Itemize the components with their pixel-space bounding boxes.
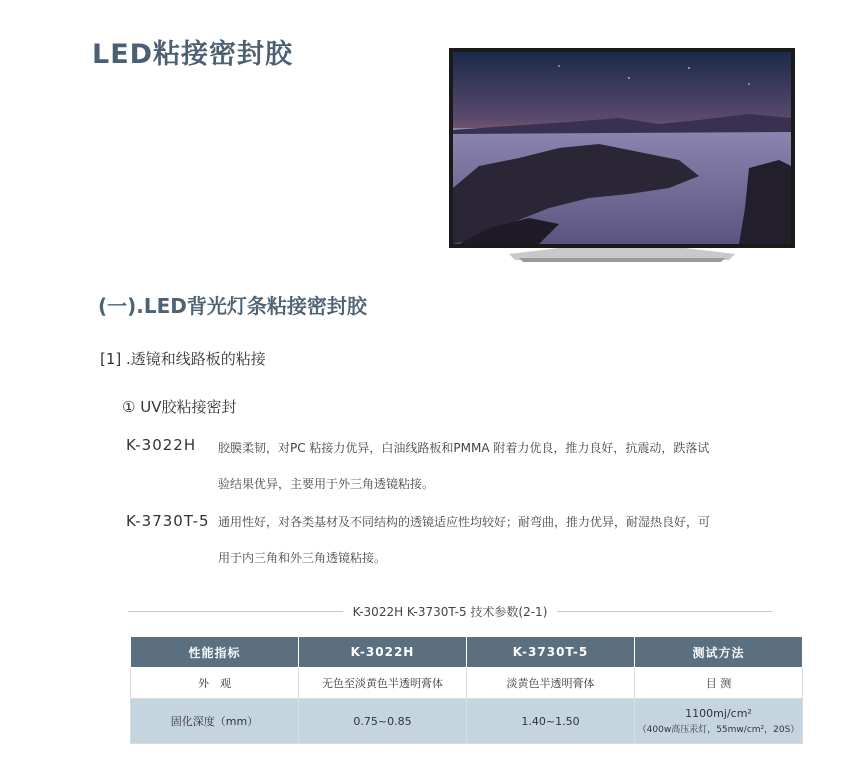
description-line: 通用性好，对各类基材及不同结构的透镜适应性均较好；耐弯曲，推力优异，耐湿热良好，可 xyxy=(218,515,711,529)
table-header: 测试方法 xyxy=(635,637,803,668)
table-cell: 目 测 xyxy=(635,668,803,699)
table-cell: 无色至淡黄色半透明膏体 xyxy=(299,668,467,699)
table-row xyxy=(131,699,803,744)
table-caption-row xyxy=(128,602,772,620)
table-cell: 外 观 xyxy=(131,668,299,699)
table-header: K-3730T-5 xyxy=(467,637,635,668)
table-cell: 1.40~1.50 xyxy=(467,699,635,744)
page-title: LED粘接密封胶 xyxy=(92,39,294,70)
table-row xyxy=(131,668,803,699)
table-cell xyxy=(635,699,803,744)
table-header-row xyxy=(131,637,803,668)
table-caption: K-3022H K-3730T-5 技术参数(2-1) xyxy=(352,604,548,619)
parameter-table xyxy=(130,636,803,744)
tv-display-image xyxy=(449,48,795,268)
test-method-note: （400w高压汞灯，55mw/cm²，20S） xyxy=(637,725,800,735)
subsubsection-heading: ① UV胶粘接密封 xyxy=(122,398,237,416)
table-header: 性能指标 xyxy=(131,637,299,668)
description-line: 用于内三角和外三角透镜粘接。 xyxy=(218,551,387,565)
table-header: K-3022H xyxy=(299,637,467,668)
product-code: K-3730T-5 xyxy=(126,512,210,530)
product-description xyxy=(218,504,778,576)
description-line: 胶膜柔韧，对PC 粘接力优异，白油线路板和PMMA 附着力优良，推力良好，抗震动，跌落试 xyxy=(218,441,710,455)
divider xyxy=(557,611,772,612)
table-cell: 0.75~0.85 xyxy=(299,699,467,744)
table-cell: 淡黄色半透明膏体 xyxy=(467,668,635,699)
test-method-value: 1100mj/cm² xyxy=(685,707,752,720)
divider xyxy=(128,611,343,612)
product-code: K-3022H xyxy=(126,436,197,454)
section-title: (一).LED背光灯条粘接密封胶 xyxy=(98,294,367,318)
subsection-heading: [1] .透镜和线路板的粘接 xyxy=(100,350,266,368)
table-cell: 固化深度（mm） xyxy=(131,699,299,744)
description-line: 验结果优异，主要用于外三角透镜粘接。 xyxy=(218,477,435,491)
product-description xyxy=(218,430,778,502)
